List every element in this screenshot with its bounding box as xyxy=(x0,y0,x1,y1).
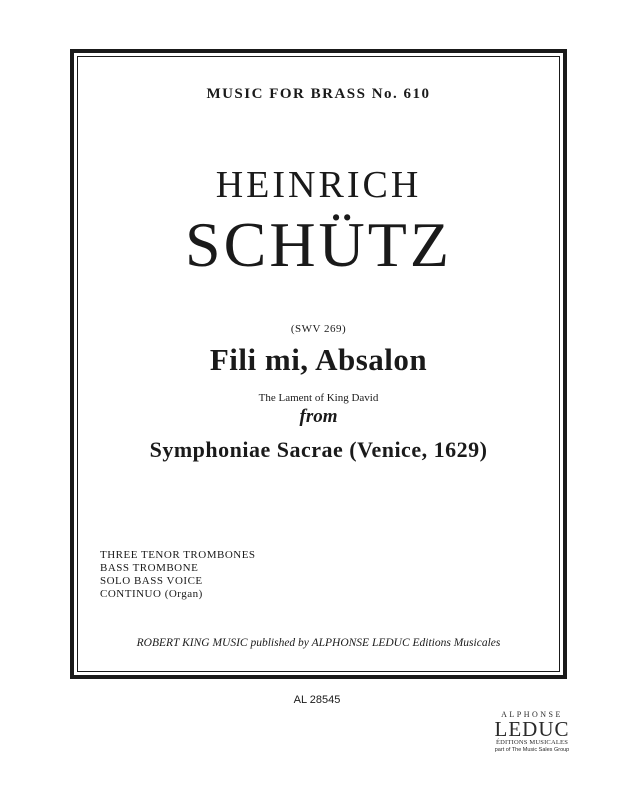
work-subtitle: The Lament of King David xyxy=(258,392,379,404)
publisher-logo xyxy=(482,710,582,754)
logo-sub-text: ÉDITIONS MUSICALES xyxy=(495,739,569,746)
catalog-number: (SWV 269) xyxy=(290,323,347,335)
from-label: from xyxy=(299,406,338,427)
publisher-line: ROBERT KING MUSIC published by ALPHONSE LEDUC Editions Musicales xyxy=(136,637,501,649)
instrument-item: SOLO BASS VOICE xyxy=(100,575,203,587)
logo-top-text: ALPHONSE xyxy=(501,710,563,719)
series-title: MUSIC FOR BRASS No. 610 xyxy=(206,86,431,102)
collection-title: Symphoniae Sacrae (Venice, 1629) xyxy=(149,437,488,462)
cover-frame xyxy=(70,49,567,679)
instrument-item: BASS TROMBONE xyxy=(100,562,199,574)
instrument-item: THREE TENOR TROMBONES xyxy=(100,549,256,561)
work-title: Fili mi, Absalon xyxy=(209,342,428,377)
logo-main-text: LEDUC xyxy=(494,717,570,741)
logo-group-text: part of The Music Sales Group xyxy=(494,747,570,753)
instrument-item: CONTINUO (Organ) xyxy=(100,588,203,600)
composer-first-name: HEINRICH xyxy=(215,164,422,206)
composer-last-name: SCHÜTZ xyxy=(185,209,452,280)
catalog-code: AL 28545 xyxy=(293,694,341,706)
instrumentation-list xyxy=(100,549,256,601)
